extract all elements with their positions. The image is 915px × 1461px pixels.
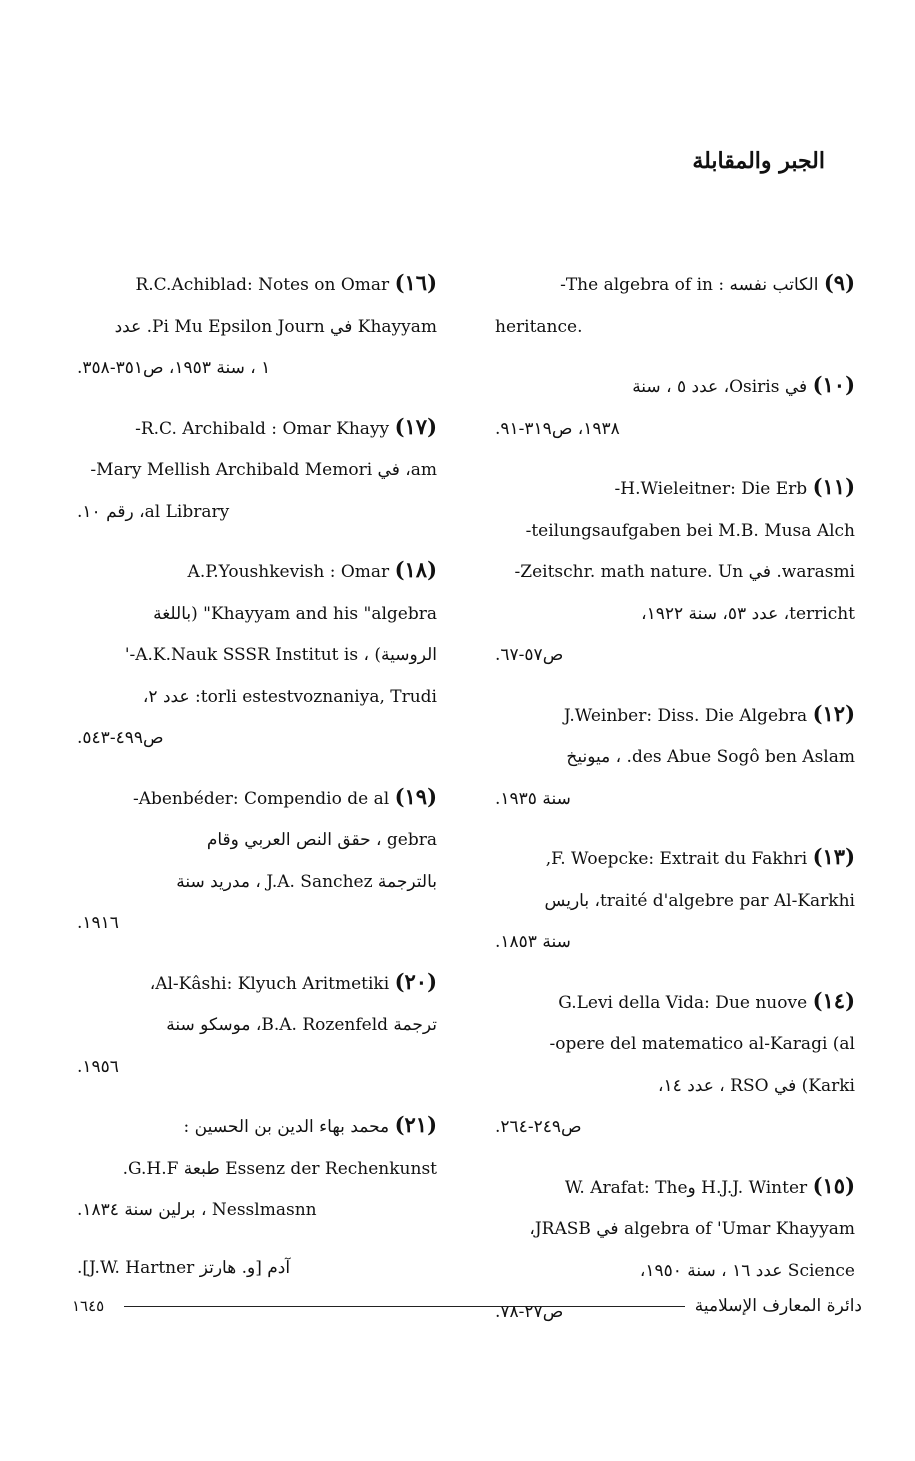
reference-line: [77, 492, 437, 534]
reference-line: [495, 364, 855, 409]
reference-entry: [495, 836, 855, 964]
reference-text: R.C.Achiblad: Notes on Omar: [135, 275, 390, 295]
reference-entry: [77, 1104, 437, 1232]
reference-line: [77, 406, 437, 451]
reference-line: [77, 1190, 437, 1232]
reference-text: al Library، رقم ١٠.: [77, 501, 230, 522]
reference-line: [77, 450, 437, 492]
reference-text: Science عدد ١٦ ، سنة ١٩٥٠،: [639, 1260, 855, 1281]
reference-line: [495, 1066, 855, 1108]
reference-line: [495, 466, 855, 511]
reference-text: Karki) في RSO ، عدد ١٤،: [658, 1075, 855, 1096]
reference-text: Khayyam في Pi Mu Epsilon Journ. عدد: [114, 316, 437, 337]
reference-text: ص٤٩٩-٥٤٣.: [77, 728, 164, 748]
reference-number: (١٠): [812, 372, 855, 397]
reference-entry: [495, 980, 855, 1149]
reference-entry: [77, 262, 437, 390]
right-column: [495, 262, 855, 1350]
reference-line: [77, 903, 437, 945]
reference-line: [495, 881, 855, 923]
reference-line: [495, 779, 855, 821]
reference-text: بالترجمة J.A. Sanchez ، مدريد سنة: [176, 871, 437, 892]
reference-text: G.Levi della Vida: Due nuove: [558, 992, 808, 1013]
reference-line: [495, 594, 855, 636]
reference-entry: [77, 1248, 437, 1290]
reference-number: (١١): [812, 474, 855, 499]
reference-text: ١٩٣٨، ص٣١٩-٩١.: [495, 418, 620, 439]
reference-text: R.C. Archibald : Omar Khayy-: [135, 418, 390, 439]
page-footer: [72, 1296, 862, 1316]
reference-line: [77, 1149, 437, 1191]
reference-text: ص٢٧-٧٨.: [495, 1302, 564, 1322]
reference-number: (١٩): [394, 783, 437, 809]
reference-text: algebra of 'Umar Khayyam في JRASB،: [529, 1219, 855, 1239]
reference-number: (١٥): [812, 1172, 855, 1198]
reference-text: warasmi. في Zeitschr. math nature. Un-: [514, 562, 855, 582]
reference-line: [77, 1248, 437, 1290]
reference-number: (٢١): [394, 1112, 437, 1137]
reference-text: ترجمة B.A. Rozenfeld، موسكو سنة: [166, 1015, 437, 1035]
reference-text: terricht، عدد ٥٣، سنة ١٩٢٢،: [641, 603, 855, 624]
reference-text: ص٥٧-٦٧.: [495, 645, 564, 665]
reference-number: (٢٠): [394, 968, 437, 994]
page-number: ١٦٤٥: [72, 1297, 105, 1315]
reference-line: [495, 635, 855, 677]
reference-line: [77, 776, 437, 821]
reference-text: ١ ، سنة ١٩٥٣، ص٣٥١-٣٥٨.: [77, 358, 271, 378]
reference-text: ص٢٤٩-٢٦٤.: [495, 1117, 582, 1137]
reference-entry: [77, 776, 437, 945]
reference-text: F. Woepcke: Extrait du Fakhri,: [545, 849, 808, 869]
reference-line: [495, 922, 855, 964]
reference-entry: [495, 262, 855, 348]
reference-line: [77, 862, 437, 904]
reference-entry: [77, 961, 437, 1089]
reference-number: (١٣): [812, 844, 855, 869]
reference-number: (١٢): [812, 700, 855, 726]
reference-line: [495, 409, 855, 451]
reference-entry: [77, 549, 437, 760]
reference-line: [495, 1107, 855, 1149]
reference-text: آدم [و. هارتز J.W. Hartner].: [77, 1257, 291, 1278]
reference-text: Abenbéder: Compendio de al-: [132, 788, 390, 809]
reference-line: [77, 307, 437, 349]
reference-entry: [495, 364, 855, 450]
reference-line: [77, 1047, 437, 1089]
reference-text: traité d'algebre par Al-Karkhi، باريس: [544, 890, 855, 911]
reference-line: [495, 693, 855, 738]
reference-text: سنة ١٩٣٥.: [495, 788, 571, 809]
reference-line: [495, 511, 855, 553]
reference-line: [495, 737, 855, 779]
reference-line: [77, 635, 437, 677]
reference-text: am، في Mary Mellish Archibald Memori-: [90, 460, 437, 480]
reference-text: opere del matematico al-Karagi (al-: [549, 1034, 855, 1054]
reference-text: gebra ، حقق النص العربي وقام: [206, 830, 437, 850]
reference-text: teilungsaufgaben bei M.B. Musa Alch-: [525, 520, 855, 541]
reference-entry: [495, 466, 855, 677]
reference-number: (١٤): [812, 987, 855, 1013]
reference-text: ١٩١٦.: [77, 913, 119, 933]
reference-text: Al-Kâshi: Klyuch Aritmetiki،: [149, 973, 390, 994]
reference-number: (١٨): [394, 557, 437, 582]
reference-text: J.Weinber: Diss. Die Algebra: [563, 705, 808, 726]
reference-text: H.J.J. Winter وW. Arafat: The: [564, 1177, 808, 1198]
reference-text: الروسية) ، A.K.Nauk SSSR Institut is-': [124, 645, 437, 665]
reference-text: des Abue Sogô ben Aslam. ، ميونيخ: [566, 747, 855, 767]
reference-text: torli estestvoznaniya, Trudi: عدد ٢،: [142, 686, 437, 707]
reference-text: محمد بهاء الدين بن الحسين :: [183, 1117, 390, 1137]
reference-text: .heritance: [495, 316, 583, 337]
reference-line: [77, 820, 437, 862]
reference-text: Essenz der Rechenkunst طبعة G.H.F.: [122, 1158, 437, 1179]
reference-text: A.P.Youshkevish : Omar: [187, 562, 390, 582]
journal-name: دائرة المعارف الإسلامية: [694, 1296, 862, 1316]
reference-number: (٩): [823, 270, 855, 295]
reference-line: [77, 677, 437, 719]
page-header-title: الجبر والمقابلة: [692, 148, 825, 174]
reference-line: [495, 836, 855, 881]
reference-entry: [495, 693, 855, 821]
reference-text: سنة ١٨٥٣.: [495, 932, 571, 952]
reference-line: [77, 718, 437, 760]
reference-line: [77, 961, 437, 1006]
reference-number: (١٧): [394, 413, 437, 439]
reference-line: [495, 980, 855, 1025]
left-column: [77, 262, 437, 1305]
reference-number: (١٦): [394, 270, 437, 295]
reference-line: [495, 1024, 855, 1066]
reference-line: [77, 549, 437, 594]
reference-line: [77, 594, 437, 636]
reference-text: الكاتب نفسه : The algebra of in-: [560, 275, 819, 295]
reference-line: [495, 1209, 855, 1251]
reference-line: [495, 262, 855, 307]
reference-line: [495, 1251, 855, 1293]
footer-rule: [124, 1306, 685, 1307]
reference-line: [77, 1104, 437, 1149]
reference-text: في Osiris، عدد ٥ ، سنة: [632, 377, 808, 397]
reference-line: [495, 552, 855, 594]
reference-line: [77, 262, 437, 307]
reference-line: [495, 1165, 855, 1210]
reference-text: ١٩٥٦.: [77, 1056, 119, 1077]
reference-line: [77, 1005, 437, 1047]
reference-entry: [77, 406, 437, 534]
reference-text: Khayyam and his "algebra" (باللغة: [153, 603, 437, 624]
reference-line: [495, 307, 855, 349]
reference-line: [77, 348, 437, 390]
reference-text: H.Wieleitner: Die Erb-: [614, 479, 808, 499]
reference-text: Nesslmasnn ، برلين سنة ١٨٣٤.: [77, 1200, 317, 1220]
